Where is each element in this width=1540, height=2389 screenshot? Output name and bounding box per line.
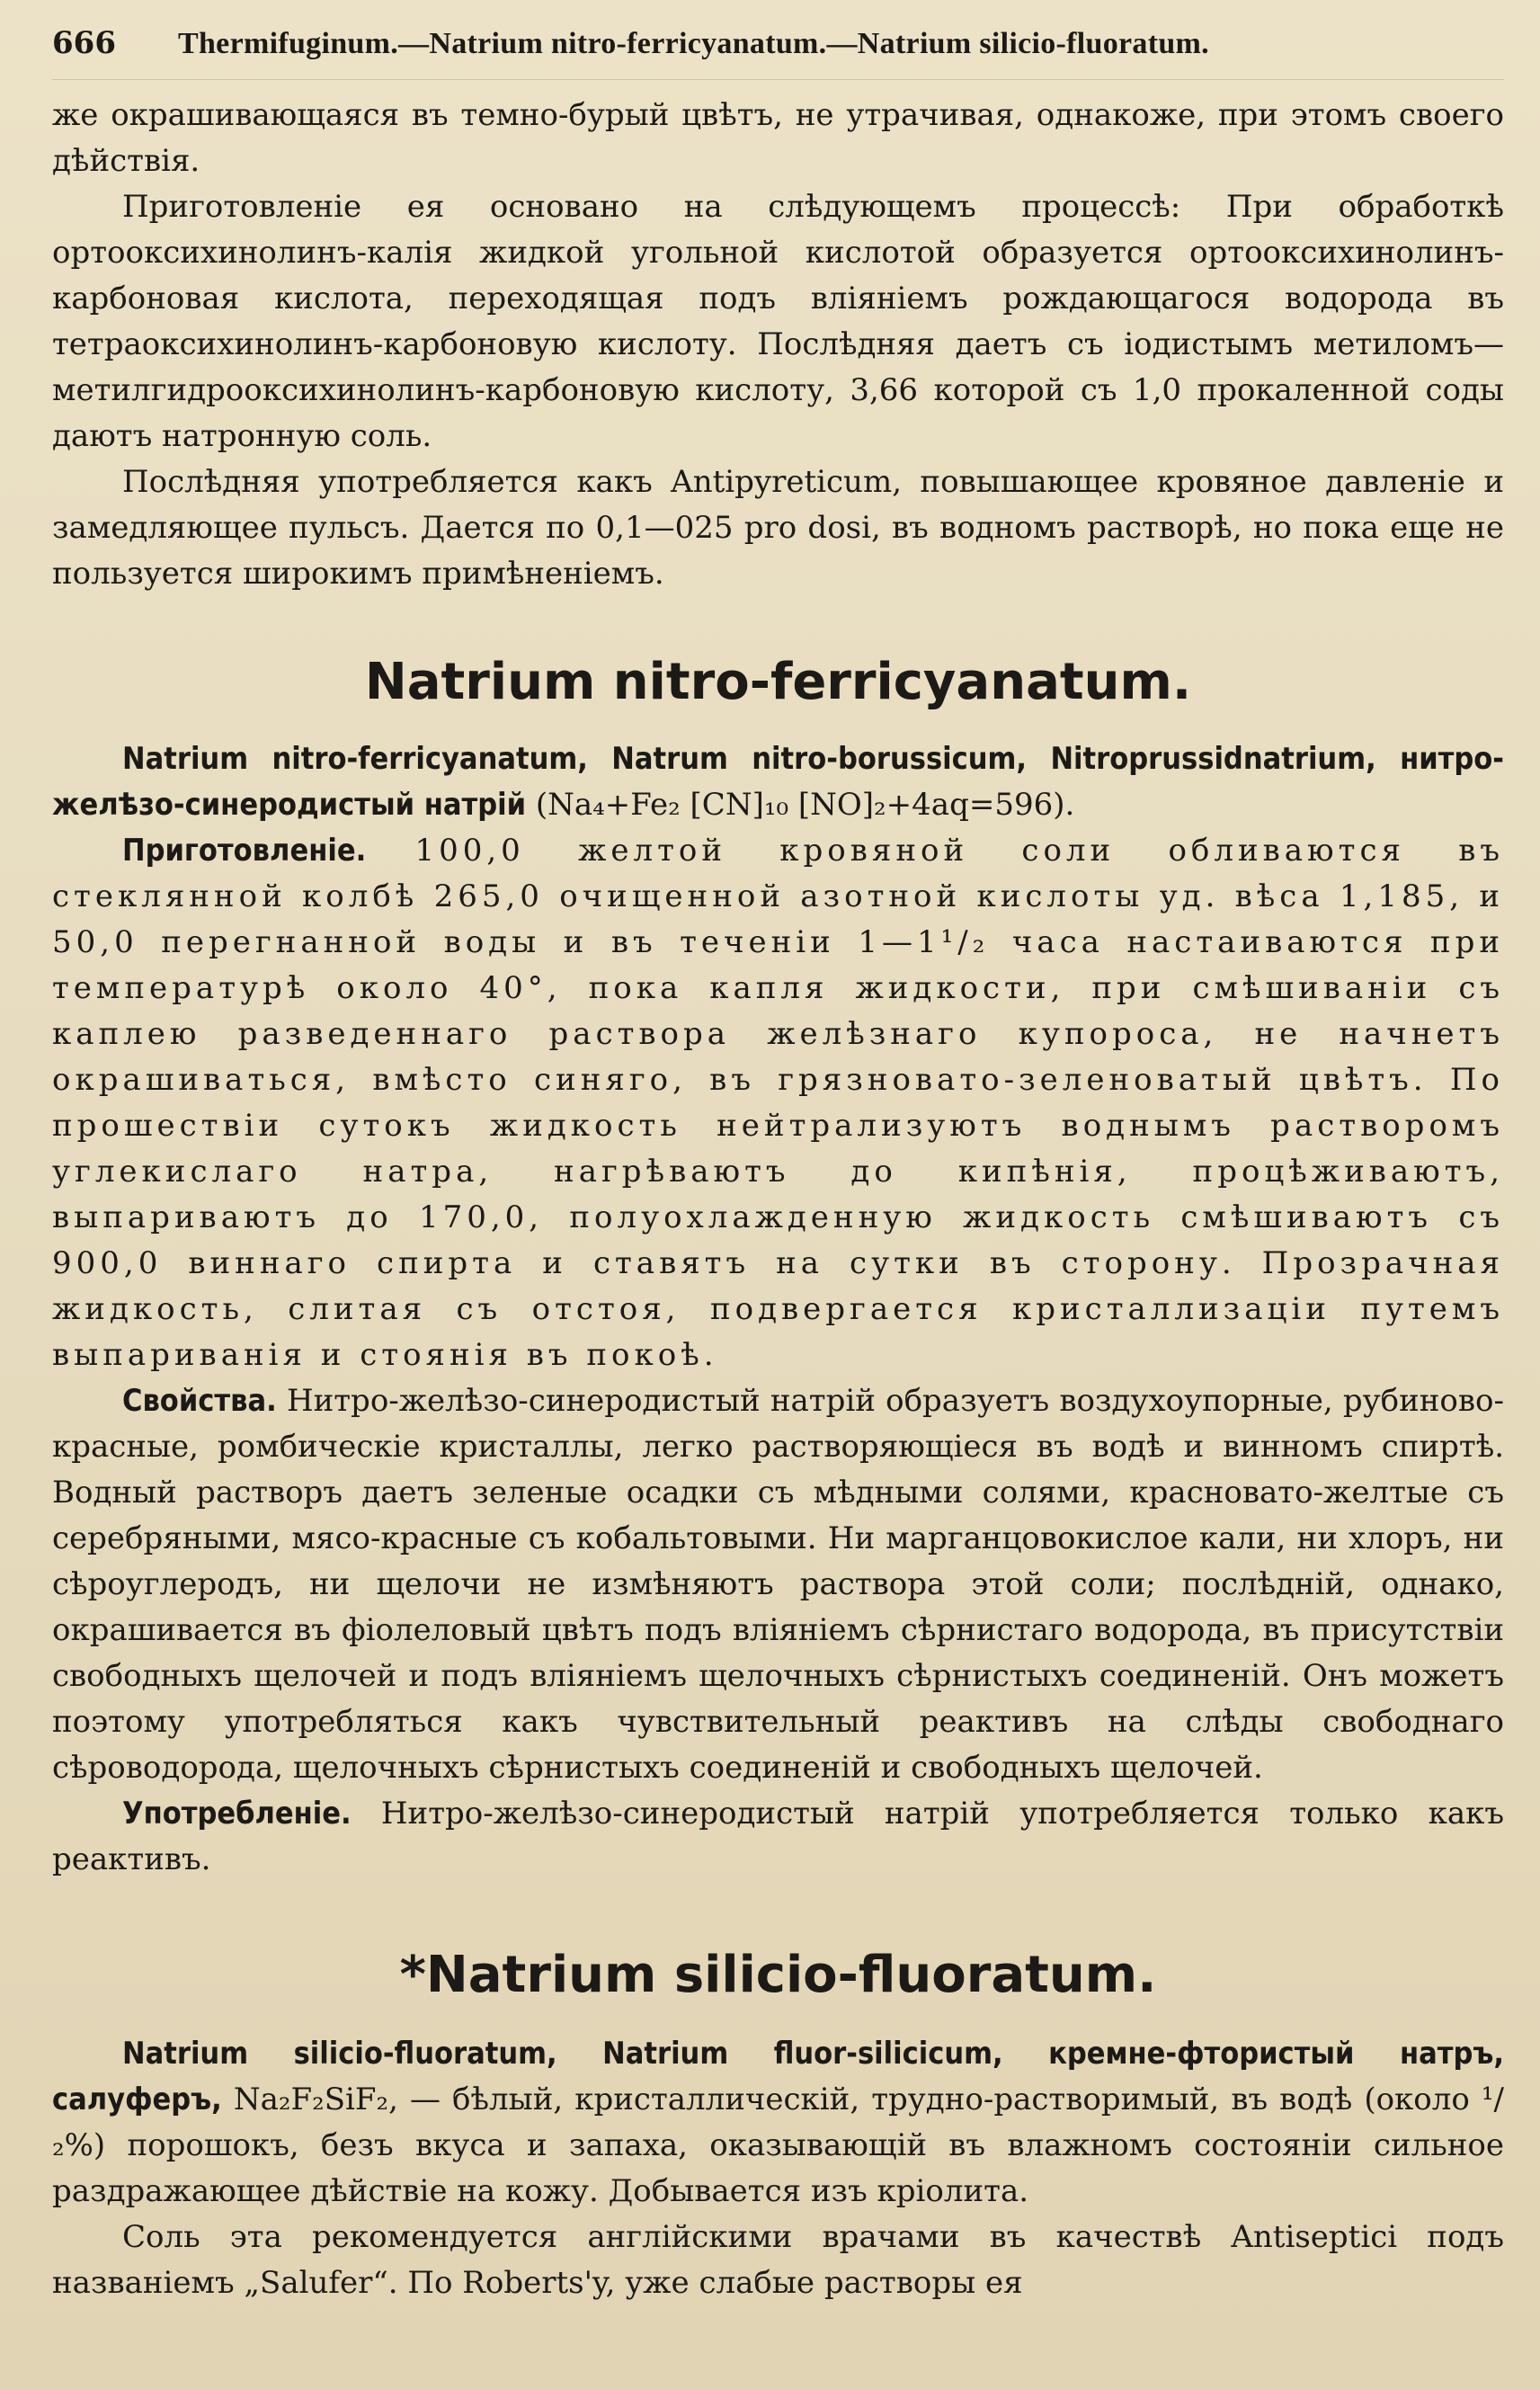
section2-lead-paragraph bbox=[52, 2031, 1504, 2215]
running-title: Thermifuginum.—Natrium nitro-ferricyanatum.—Natrium silicio-fluoratum. bbox=[178, 27, 1209, 60]
usage-label: Употребленіе. bbox=[122, 1796, 352, 1832]
intro-paragraph-1: же окрашивающаяся въ темно-бурый цвѣтъ, не утрачивая, однакоже, при этомъ своего дѣйствія. bbox=[52, 97, 1504, 179]
preparation-label: Приготовленіе. bbox=[122, 833, 367, 869]
section-heading-nitro-ferricyanatum: Natrium nitro-ferricyanatum. bbox=[364, 653, 1192, 711]
properties-text: Нитро-желѣзо-синеродистый натрій образуетъ воздухоупорные, рубиново-красные, ромбическіе кристаллы, легко растворяющіеся въ водѣ и винномъ спиртѣ. Водный растворъ даетъ зеленые осадки съ мѣдными солями, красновато-желтые съ серебряными, мясо-красные съ кобальтовыми. Ни марганцовокислое кали, ни хлоръ, ни сѣроуглеродъ, ни щелочи не измѣняютъ раствора этой соли; послѣдній, однако, окрашивается въ фіолеловый цвѣтъ подъ вліяніемъ сѣрнистаго водорода, въ присутствіи свободныхъ щелочей и подъ вліяніемъ щелочныхъ сѣрнистыхъ соединеній. Онъ можетъ поэтому употребляться какъ чувствительный реактивъ на слѣды свободнаго сѣроводорода, щелочныхъ сѣрнистыхъ соединеній и свободныхъ щелочей. bbox=[52, 1383, 1505, 1786]
running-header bbox=[52, 25, 1504, 80]
properties-label: Свойства. bbox=[122, 1383, 277, 1419]
preparation-paragraph bbox=[52, 828, 1504, 1378]
section2-lead-text: Na₂F₂SiF₂, — бѣлый, кристаллическій, трудно-растворимый, въ водѣ (около ¹/₂%) порошокъ, безъ вкуса и запаха, оказывающій въ влажномъ состояніи сильное раздражающее дѣйствіе на кожу. Добывается изъ кріолита. bbox=[52, 2081, 1505, 2209]
section2-paragraph-2: Соль эта рекомендуется англійскими врачами въ качествѣ Antiseptici подъ названіемъ „Salufer“. По Roberts'y, уже слабые растворы ея bbox=[52, 2219, 1504, 2301]
properties-paragraph bbox=[52, 1378, 1504, 1791]
usage-text: Нитро-желѣзо-синеродистый натрій употребляется только какъ реактивъ. bbox=[52, 1796, 1504, 1877]
intro-paragraph-3: Послѣдняя употребляется какъ Antipyreticum, повышающее кровяное давленіе и замедляющее пульсъ. Дается по 0,1—025 pro dosi, въ водномъ растворѣ, но пока еще не пользуется широкимъ примѣненіемъ. bbox=[52, 464, 1504, 592]
preparation-text: 100,0 желтой кровяной соли обливаются въ стеклянной колбѣ 265,0 очищенной азотной кислоты уд. вѣса 1,185, и 50,0 перегнанной воды и въ теченіи 1—1¹/₂ часа настаиваются при температурѣ около 40°, пока капля жидкости, при смѣшиваніи съ каплею разведеннаго раствора желѣзнаго купороса, не начнетъ окрашиваться, вмѣсто синяго, въ грязновато-зеленоватый цвѣтъ. По прошествіи сутокъ жидкость нейтрализуютъ воднымъ растворомъ углекислаго натра, нагрѣваютъ до кипѣнія, процѣживаютъ, выпариваютъ до 170,0, полуохлажденную жидкость смѣшиваютъ съ 900,0 виннаго спирта и ставятъ на сутки въ сторону. Прозрачная жидкость, слитая съ отстоя, подвергается кристаллизаціи путемъ выпариванія и стоянія въ покоѣ. bbox=[52, 833, 1504, 1373]
section2-lead-names: Natrium silicio-fluoratum, Natrium fluor-silicicum, кремне-фтористый натръ, салуферъ, bbox=[52, 2036, 1504, 2117]
intro-paragraph-2: Приготовленіе ея основано на слѣдующемъ процессѣ: При обработкѣ ортооксихинолинъ-калія жидкой угольной кислотой образуется ортооксихинолинъ-карбоновая кислота, переходящая подъ вліяніемъ рождающагося водорода въ тетраоксихинолинъ-карбоновую кислоту. Послѣдняя даетъ съ іодистымъ метиломъ—метилгидрооксихинолинъ-карбоновую кислоту, 3,66 которой съ 1,0 прокаленной соды даютъ натронную соль. bbox=[52, 189, 1504, 454]
section1-formula: (Na₄+Fe₂ [CN]₁₀ [NO]₂+4aq=596). bbox=[535, 787, 1075, 823]
section-heading-silicio-fluoratum: *Natrium silicio-fluoratum. bbox=[399, 1946, 1157, 2004]
page-number: 666 bbox=[52, 25, 116, 61]
usage-paragraph bbox=[52, 1791, 1504, 1883]
section1-lead-paragraph bbox=[52, 736, 1504, 828]
section1-lead-names: Natrium nitro-ferricyanatum, Natrum nitro-borussicum, Nitroprussidnatrium, нитро-желѣзо-синеродистый натрій bbox=[52, 741, 1504, 823]
